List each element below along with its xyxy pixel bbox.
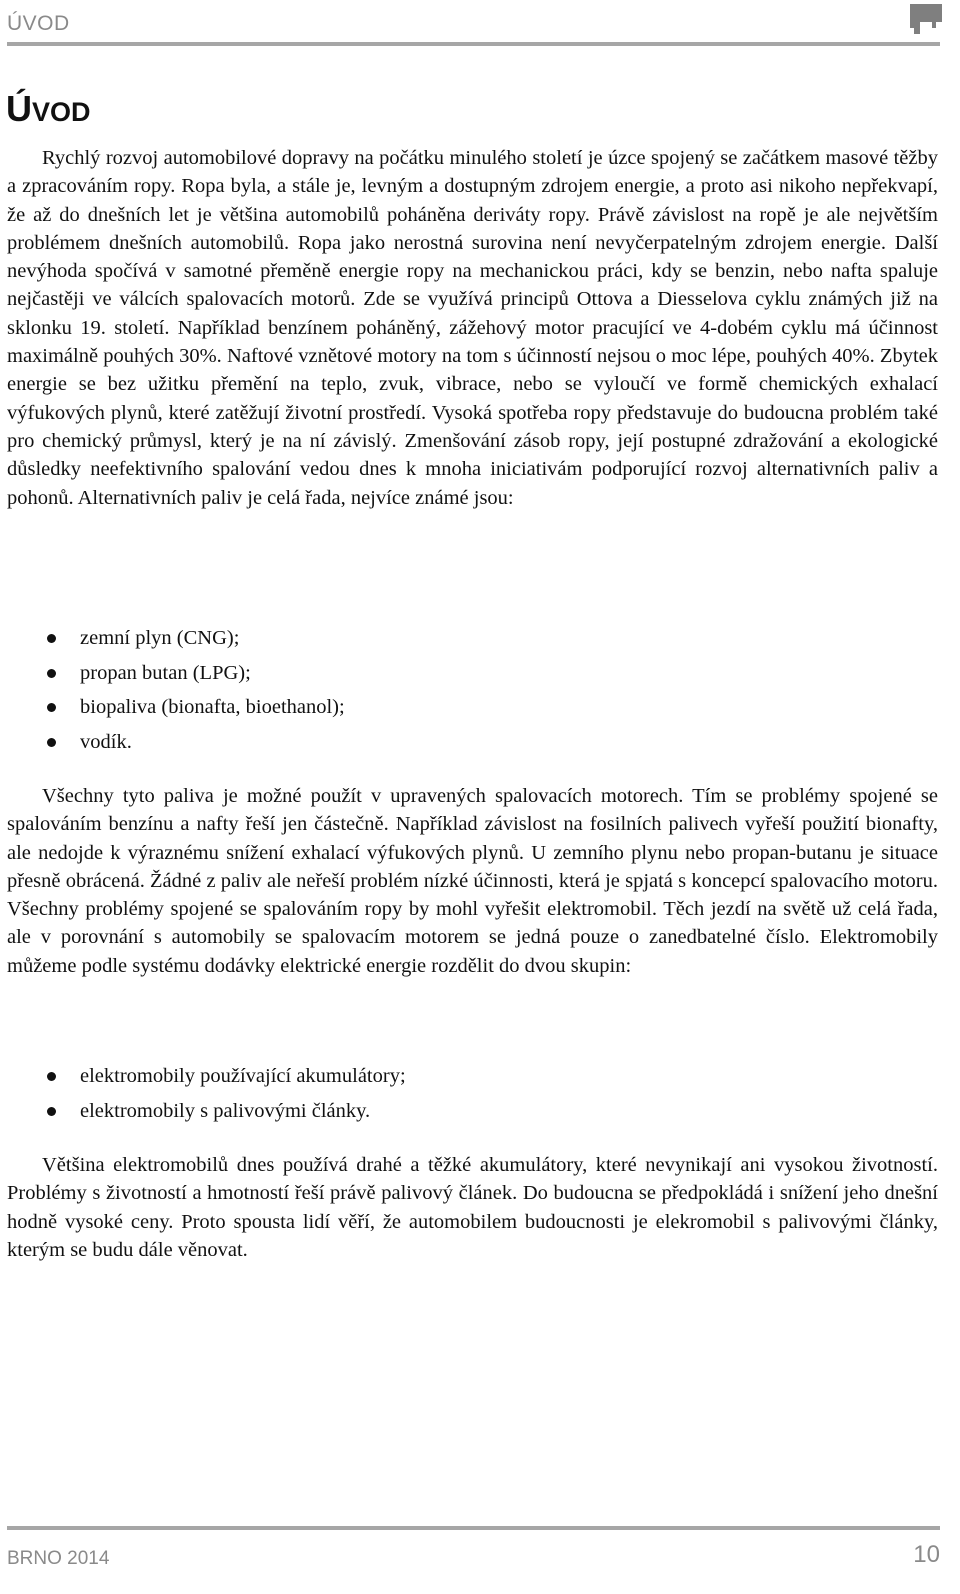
- title-initial: Ú: [6, 88, 32, 129]
- footer-location-year: BRNO 2014: [7, 1548, 110, 1569]
- page-title: [6, 88, 91, 130]
- list-item: zemní plyn (CNG);: [7, 621, 938, 656]
- bullet-icon: [47, 634, 56, 643]
- list-item: propan butan (LPG);: [7, 656, 938, 691]
- page-number: 10: [913, 1541, 940, 1568]
- fuel-list: [7, 621, 938, 759]
- ev-list: [7, 1059, 938, 1128]
- title-rest: VOD: [32, 97, 91, 127]
- list-item: vodík.: [7, 725, 938, 760]
- bullet-icon: [47, 1107, 56, 1116]
- bullet-icon: [47, 669, 56, 678]
- footer-divider: [7, 1526, 940, 1530]
- list-item: elektromobily s palivovými články.: [7, 1094, 938, 1129]
- university-logo-icon: [910, 4, 942, 34]
- paragraph-alternatives: Všechny tyto paliva je možné použít v upravených spalovacích motorech. Tím se problémy spojené se spalováním benzínu a nafty řeší jen částečně. Například závislost na fosilních palivech vyřeší použití bionafty, ale nedojde k výraznému snížení exhalací výfukových plynů. U zemního plynu nebo propan-butanu je situace přesně obrácená. Žádné z paliv ale neřeší problém nízké účinnosti, která je spjatá s koncepcí spalovacího motoru. Všechny problémy spojené se spalováním ropy by mohl vyřešit elektromobil. Těch jezdí na světě už celá řada, ale v porovnání s automobily se spalovacím motorem se jedná pouze o zanedbatelné číslo. Elektromobily můžeme podle systému dodávky elektrické energie rozdělit do dvou skupin:: [7, 785, 938, 977]
- bullet-icon: [47, 738, 56, 747]
- header-divider: [7, 42, 940, 46]
- paragraph-intro: Rychlý rozvoj automobilové dopravy na počátku minulého století je úzce spojený se začátkem masové těžby a zpracováním ropy. Ropa byla, a stále je, levným a dostupným zdrojem energie, a proto asi nikoho nepřekvapí, že až do dnešních let je většina automobilů poháněna deriváty ropy. Právě závislost na ropě je ale největším problémem dnešních automobilů. Ropa jako nerostná surovina není nevyčerpatelným zdrojem energie. Další nevýhoda spočívá v samotné přeměně energie ropy na mechanickou práci, kdy se benzin, nebo nafta spaluje nejčastěji ve válcích spalovacích motorů. Zde se využívá principů Ottova a Diesselova cyklu známých již na sklonku 19. století. Například benzínem poháněný, zážehový motor pracující ve 4-dobém cyklu má účinnost maximálně pouhých 30%. Naftové vznětové motory na tom s účinností nejsou o moc lépe, pouhých 40%. Zbytek energie se bez užitku přemění na teplo, zvuk, vibrace, nebo se vyloučí ve formě chemických exhalací výfukových plynů, které zatěžují životní prostředí. Vysoká spotřeba ropy představuje do budoucna problém také pro chemický průmysl, který je na ní závislý. Zmenšování zásob ropy, její postupné zdražování a ekologické důsledky neefektivního spalování vedou dnes k mnoha iniciativám podporující rozvoj alternativních paliv a pohonů. Alternativních paliv je celá řada, nejvíce známé jsou:: [7, 147, 938, 509]
- header-label: ÚVOD: [7, 12, 70, 35]
- bullet-icon: [47, 1072, 56, 1081]
- list-item: elektromobily používající akumulátory;: [7, 1059, 938, 1094]
- bullet-icon: [47, 703, 56, 712]
- paragraph-conclusion: Většina elektromobilů dnes používá drahé a těžké akumulátory, které nevynikají ani vysokou životností. Problémy s životností a hmotností řeší právě palivový článek. Do budoucna se předpokládá i snížení jeho dnešní hodně vysoké ceny. Proto spousta lidí věří, že automobilem budoucnosti je elekromobil s palivovými články, kterým se budu dále věnovat.: [7, 1154, 938, 1261]
- list-item: biopaliva (bionafta, bioethanol);: [7, 690, 938, 725]
